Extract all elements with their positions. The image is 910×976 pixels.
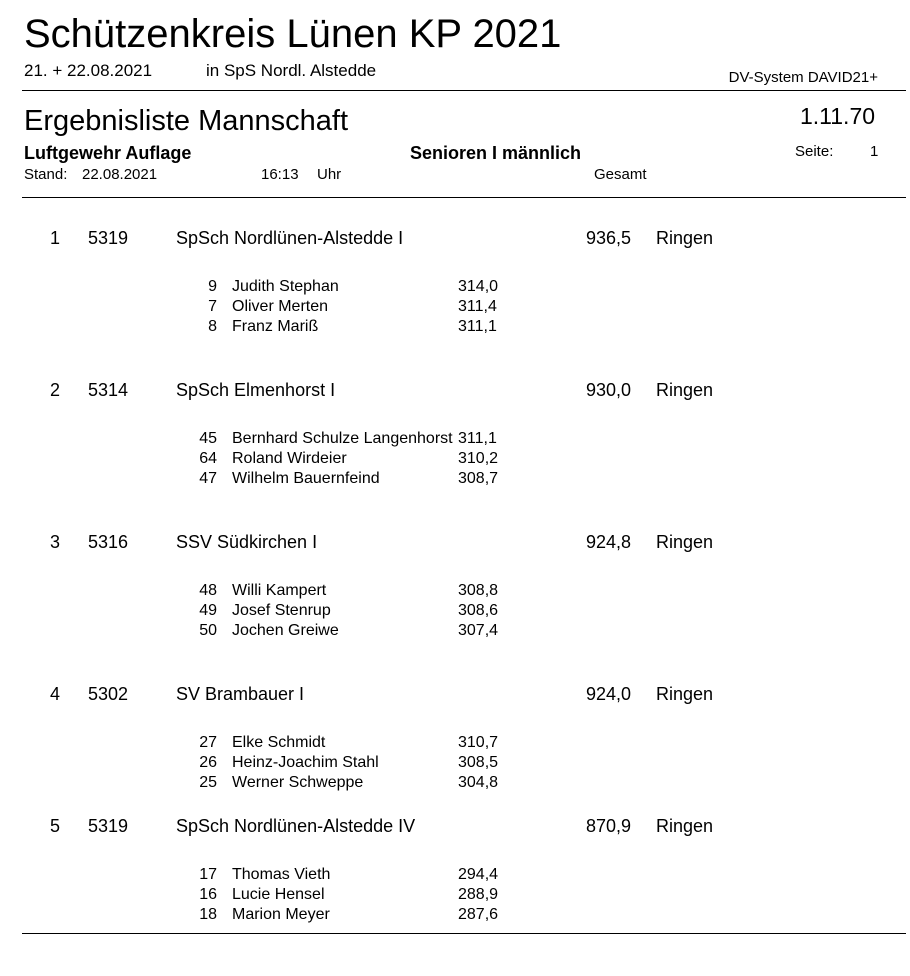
member-name: Josef Stenrup	[232, 602, 331, 619]
member-score: 294,4	[458, 866, 499, 883]
member-score: 314,0	[458, 278, 499, 295]
member-name: Heinz-Joachim Stahl	[232, 754, 379, 771]
team-score: 870,9	[586, 816, 632, 836]
member-number: 17	[199, 866, 217, 883]
member-row	[0, 470, 910, 490]
system-label: DV-System DAVID21+	[728, 69, 878, 86]
member-number: 7	[208, 298, 217, 315]
member-name: Bernhard Schulze Langenhorst	[232, 430, 453, 447]
member-score: 311,4	[458, 298, 497, 315]
member-score: 288,9	[458, 886, 499, 903]
team-score-unit: Ringen	[656, 228, 714, 248]
member-row	[0, 622, 910, 642]
stand-date: 22.08.2021	[82, 166, 158, 183]
member-row	[0, 298, 910, 318]
member-number: 16	[199, 886, 217, 903]
team-name: SV Brambauer I	[176, 684, 305, 704]
team-rank: 4	[50, 684, 61, 704]
member-row	[0, 450, 910, 470]
member-name: Oliver Merten	[232, 298, 329, 315]
team-score-unit: Ringen	[656, 532, 714, 552]
member-score: 308,8	[458, 582, 499, 599]
member-name: Werner Schweppe	[232, 774, 364, 791]
footer-divider	[22, 933, 906, 934]
member-row	[0, 866, 910, 886]
member-number: 25	[199, 774, 217, 791]
discipline: Luftgewehr Auflage	[24, 143, 192, 163]
member-row	[0, 906, 910, 926]
team-name: SSV Südkirchen I	[176, 532, 318, 552]
page-number: 1	[870, 143, 879, 160]
team-rank: 3	[50, 532, 61, 552]
team-block	[0, 228, 910, 388]
team-score: 930,0	[586, 380, 632, 400]
team-score-unit: Ringen	[656, 816, 714, 836]
member-row	[0, 886, 910, 906]
member-row	[0, 774, 910, 794]
header-divider	[22, 90, 906, 91]
team-block	[0, 816, 910, 976]
member-name: Jochen Greiwe	[232, 622, 339, 639]
member-score: 308,7	[458, 470, 499, 487]
team-number: 5314	[88, 380, 129, 400]
team-score: 936,5	[586, 228, 632, 248]
member-name: Elke Schmidt	[232, 734, 326, 751]
team-number: 5316	[88, 532, 129, 552]
member-row	[0, 602, 910, 622]
member-score: 310,7	[458, 734, 499, 751]
team-block	[0, 380, 910, 540]
member-name: Willi Kampert	[232, 582, 327, 599]
member-name: Lucie Hensel	[232, 886, 325, 903]
team-name: SpSch Nordlünen-Alstedde I	[176, 228, 404, 248]
member-score: 307,4	[458, 622, 499, 639]
member-score: 308,6	[458, 602, 499, 619]
member-score: 304,8	[458, 774, 499, 791]
total-column-label: Gesamt	[594, 166, 647, 183]
team-block	[0, 532, 910, 692]
member-number: 47	[199, 470, 217, 487]
member-score: 311,1	[458, 318, 497, 335]
team-rank: 1	[50, 228, 61, 248]
member-row	[0, 582, 910, 602]
member-name: Wilhelm Bauernfeind	[232, 470, 380, 487]
team-rank: 2	[50, 380, 61, 400]
team-name: SpSch Nordlünen-Alstedde IV	[176, 816, 416, 836]
member-number: 45	[199, 430, 217, 447]
member-score: 311,1	[458, 430, 497, 447]
list-code: 1.11.70	[800, 103, 876, 129]
member-name: Franz Mariß	[232, 318, 319, 335]
member-score: 308,5	[458, 754, 499, 771]
team-score-unit: Ringen	[656, 684, 714, 704]
member-name: Marion Meyer	[232, 906, 330, 923]
member-score: 287,6	[458, 906, 499, 923]
member-number: 9	[208, 278, 217, 295]
team-name: SpSch Elmenhorst I	[176, 380, 336, 400]
team-score-unit: Ringen	[656, 380, 714, 400]
page-label: Seite:	[795, 143, 834, 160]
team-rank: 5	[50, 816, 61, 836]
stand-unit: Uhr	[317, 166, 342, 183]
team-number: 5319	[88, 228, 129, 248]
stand-label: Stand:	[24, 166, 68, 183]
team-score: 924,8	[586, 532, 632, 552]
member-number: 48	[199, 582, 217, 599]
member-name: Judith Stephan	[232, 278, 339, 295]
member-number: 50	[199, 622, 217, 639]
member-number: 27	[199, 734, 217, 751]
member-number: 64	[199, 450, 217, 467]
team-number: 5319	[88, 816, 129, 836]
document-title: Schützenkreis Lünen KP 2021	[24, 12, 562, 56]
member-row	[0, 278, 910, 298]
class-label: Senioren I männlich	[410, 143, 582, 163]
member-number: 18	[199, 906, 217, 923]
event-location: in SpS Nordl. Alstedde	[206, 61, 377, 80]
member-row	[0, 430, 910, 450]
member-number: 26	[199, 754, 217, 771]
event-dates: 21. + 22.08.2021	[24, 61, 153, 80]
member-row	[0, 734, 910, 754]
member-row	[0, 754, 910, 774]
list-header-divider	[22, 197, 906, 198]
member-name: Roland Wirdeier	[232, 450, 347, 467]
member-name: Thomas Vieth	[232, 866, 331, 883]
stand-time: 16:13	[261, 166, 299, 183]
member-score: 310,2	[458, 450, 499, 467]
team-number: 5302	[88, 684, 129, 704]
member-row	[0, 318, 910, 338]
member-number: 49	[199, 602, 217, 619]
member-number: 8	[208, 318, 217, 335]
team-score: 924,0	[586, 684, 632, 704]
list-heading: Ergebnisliste Mannschaft	[24, 105, 348, 137]
